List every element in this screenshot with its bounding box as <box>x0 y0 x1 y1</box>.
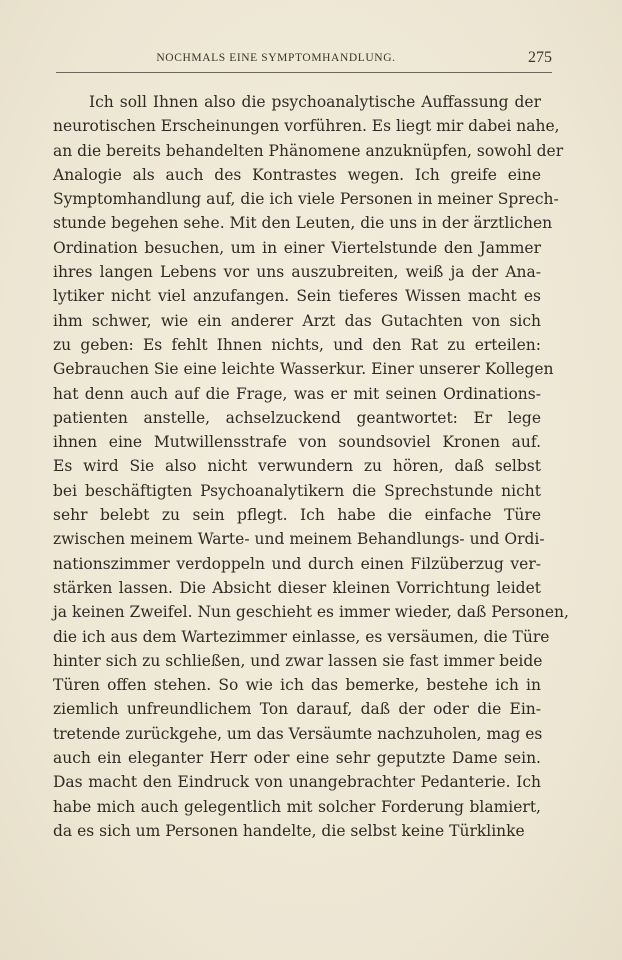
text-line: ihres langen Lebens vor uns auszubreiten, weiß ja der Ana- <box>53 263 541 282</box>
text-line: die ich aus dem Wartezimmer einlasse, es versäumen, die Türe <box>53 627 550 646</box>
text-line: lytiker nicht viel anzufangen. Sein tieferes Wissen macht es <box>53 287 541 306</box>
text-line: Analogie als auch des Kontrastes wegen. Ich greife eine <box>53 165 541 184</box>
text-line: sehr belebt zu sein pflegt. Ich habe die einfache Türe <box>53 506 541 525</box>
text-line: nationszimmer verdoppeln und durch einen Filzüberzug ver- <box>53 554 541 573</box>
page-number: 275 <box>528 49 552 66</box>
text-line: bei beschäftigten Psychoanalytikern die Sprechstunde nicht <box>53 481 541 500</box>
running-title: NOCHMALS EINE SYMPTOMHANDLUNG. <box>156 52 396 64</box>
text-line: Gebrauchen Sie eine leichte Wasserkur. Einer unserer Kollegen <box>53 360 554 379</box>
text-line: Ordination besuchen, um in einer Viertelstunde den Jammer <box>53 238 541 257</box>
running-head <box>56 46 552 70</box>
text-line: Das macht den Eindruck von unangebrachter Pedanterie. Ich <box>53 773 541 792</box>
text-line: zwischen meinem Warte- und meinem Behandlungs- und Ordi- <box>53 530 545 549</box>
text-line: tretende zurückgehe, um das Versäumte nachzuholen, mag es <box>53 724 543 743</box>
body-text <box>53 90 569 843</box>
text-line: ihnen eine Mutwillensstrafe von soundsoviel Kronen auf. <box>53 433 541 452</box>
text-line: hat denn auch auf die Frage, was er mit seinen Ordinations- <box>53 384 541 403</box>
text-line: Es wird Sie also nicht verwundern zu hören, daß selbst <box>53 457 541 476</box>
text-line: stunde begehen sehe. Mit den Leuten, die uns in der ärztlichen <box>53 214 553 233</box>
text-line: auch ein eleganter Herr oder eine sehr geputzte Dame sein. <box>53 749 541 768</box>
text-line: an die bereits behandelten Phänomene anzuknüpfen, sowohl der <box>53 141 564 160</box>
text-line: stärken lassen. Die Absicht dieser kleinen Vorrichtung leidet <box>53 578 541 597</box>
text-line: da es sich um Personen handelte, die selbst keine Türklinke <box>53 821 525 840</box>
text-line: neurotischen Erscheinungen vorführen. Es liegt mir dabei nahe, <box>53 117 560 136</box>
text-line: ihm schwer, wie ein anderer Arzt das Gutachten von sich <box>53 311 541 330</box>
text-line: Türen offen stehen. So wie ich das bemerke, bestehe ich in <box>53 676 541 695</box>
text-line: ja keinen Zweifel. Nun geschieht es immer wieder, daß Personen, <box>53 603 569 622</box>
text-line: Symptomhandlung auf, die ich viele Personen in meiner Sprech- <box>53 190 559 209</box>
text-line: patienten anstelle, achselzuckend geantwortet: Er lege <box>53 408 541 427</box>
text-line: habe mich auch gelegentlich mit solcher Forderung blamiert, <box>53 797 541 816</box>
text-line: ziemlich unfreundlichem Ton darauf, daß der oder die Ein- <box>53 700 541 719</box>
text-line: hinter sich zu schließen, und zwar lassen sie fast immer beide <box>53 651 543 670</box>
text-line: zu geben: Es fehlt Ihnen nichts, und den Rat zu erteilen: <box>53 335 541 354</box>
text-line: Ich soll Ihnen also die psychoanalytische Auffassung der <box>89 93 541 111</box>
header-rule <box>56 72 552 73</box>
